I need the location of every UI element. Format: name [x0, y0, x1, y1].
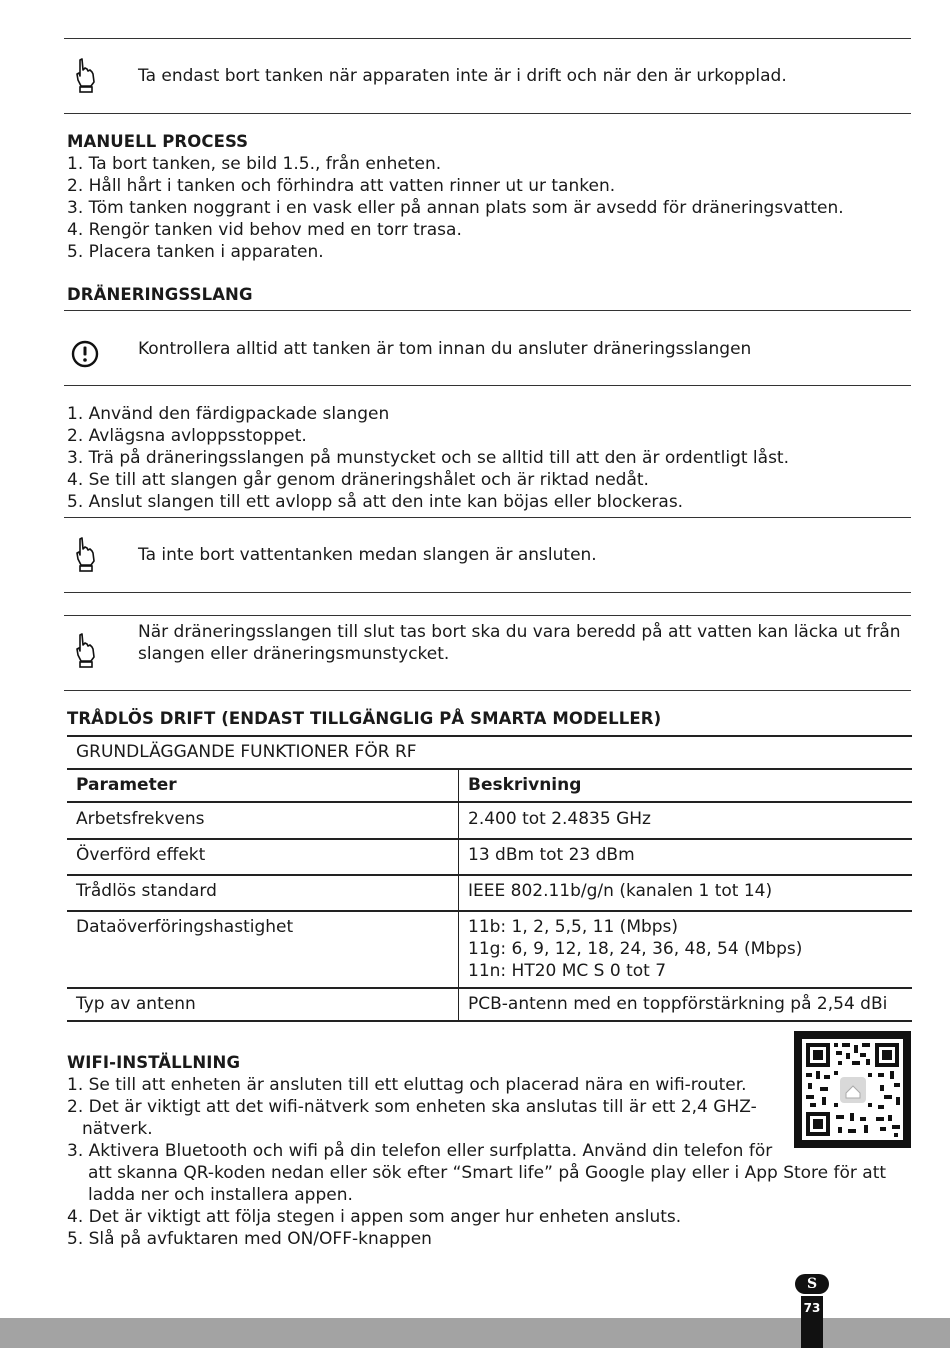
- column-header: Parameter: [67, 769, 459, 802]
- list-item: 2. Det är viktigt att det wifi-nätverk som enheten ska anslutas till är ett 2,4 GHZ-: [67, 1097, 757, 1117]
- list-item: 3. Töm tanken noggrant i en vask eller på annan plats som är avsedd för dräneringsvatten.: [67, 198, 844, 218]
- note-text: Ta inte bort vattentanken medan slangen är ansluten.: [138, 545, 597, 565]
- table-cell: Typ av antenn: [67, 988, 459, 1021]
- divider: [64, 113, 911, 114]
- table-cell: Trådlös standard: [67, 875, 459, 911]
- rf-spec-table: [67, 735, 912, 1022]
- table-cell: 13 dBm tot 23 dBm: [459, 839, 913, 875]
- list-item: 1. Ta bort tanken, se bild 1.5., från enheten.: [67, 154, 442, 174]
- list-item: 5. Slå på avfuktaren med ON/OFF-knappen: [67, 1229, 432, 1249]
- note-text: Ta endast bort tanken när apparaten inte är i drift och när den är urkopplad.: [138, 66, 787, 86]
- warning-circle-icon: [70, 334, 100, 374]
- table-cell: 2.400 tot 2.4835 GHz: [459, 802, 913, 839]
- table-row: [67, 875, 912, 911]
- warning-text: Kontrollera alltid att tanken är tom innan du ansluter dräneringsslangen: [138, 339, 752, 359]
- section-heading: DRÄNERINGSSLANG: [67, 285, 253, 304]
- list-item: nätverk.: [82, 1119, 153, 1139]
- divider: [64, 592, 911, 593]
- table-cell: Arbetsfrekvens: [67, 802, 459, 839]
- divider: [64, 38, 911, 39]
- column-header: Beskrivning: [459, 769, 913, 802]
- wifi-steps-list: [67, 1074, 897, 1250]
- cell-line: 11n: HT20 MC S 0 tot 7: [468, 961, 667, 981]
- divider: [64, 517, 911, 518]
- pointing-hand-icon: [70, 56, 100, 96]
- table-row: [67, 802, 912, 839]
- page-number: 73: [803, 1301, 821, 1315]
- list-item: 3. Aktivera Bluetooth och wifi på din telefon eller surfplatta. Använd din telefon för: [67, 1141, 773, 1161]
- pointing-hand-icon: [70, 535, 100, 575]
- table-row: [67, 839, 912, 875]
- manual-steps-list: [67, 153, 844, 263]
- pointing-hand-icon: [70, 631, 100, 671]
- cell-line: 11g: 6, 9, 12, 18, 24, 36, 48, 54 (Mbps): [468, 939, 803, 959]
- list-item: ladda ner och installera appen.: [88, 1185, 353, 1205]
- list-item: 5. Anslut slangen till ett avlopp så att den inte kan böjas eller blockeras.: [67, 492, 684, 512]
- table-cell: PCB-antenn med en toppförstärkning på 2,54 dBi: [459, 988, 913, 1021]
- table-cell: Dataöverföringshastighet: [67, 911, 459, 988]
- list-item: 4. Rengör tanken vid behov med en torr trasa.: [67, 220, 462, 240]
- list-item: 2. Avlägsna avloppsstoppet.: [67, 426, 307, 446]
- list-item: att skanna QR-koden nedan eller sök efter “Smart life” på Google play eller i App Store för att: [88, 1163, 887, 1183]
- table-cell: IEEE 802.11b/g/n (kanalen 1 tot 14): [459, 875, 913, 911]
- divider: [64, 690, 911, 691]
- divider: [64, 615, 911, 616]
- list-item: 3. Trä på dräneringsslangen på munstycket och se alltid till att den är ordentligt låst.: [67, 448, 789, 468]
- list-item: 2. Håll hårt i tanken och förhindra att vatten rinner ut ur tanken.: [67, 176, 616, 196]
- section-heading: WIFI-INSTÄLLNING: [67, 1053, 241, 1072]
- table-title: GRUNDLÄGGANDE FUNKTIONER FÖR RF: [67, 736, 912, 769]
- section-heading: TRÅDLÖS DRIFT (ENDAST TILLGÄNGLIG PÅ SMARTA MODELLER): [67, 709, 662, 728]
- section-heading: MANUELL PROCESS: [67, 132, 249, 151]
- table-row: [67, 911, 912, 988]
- divider: [64, 385, 911, 386]
- list-item: 1. Se till att enheten är ansluten till ett eluttag och placerad nära en wifi-router.: [67, 1075, 747, 1095]
- table-cell: [459, 911, 913, 988]
- cell-line: 11b: 1, 2, 5,5, 11 (Mbps): [468, 917, 679, 937]
- list-item: 4. Se till att slangen går genom dräneringshålet och är riktad nedåt.: [67, 470, 649, 490]
- drain-steps-list: [67, 403, 789, 513]
- divider: [64, 310, 911, 311]
- language-badge: S: [795, 1274, 829, 1294]
- list-item: 5. Placera tanken i apparaten.: [67, 242, 324, 262]
- list-item: 4. Det är viktigt att följa stegen i appen som anger hur enheten ansluts.: [67, 1207, 682, 1227]
- list-item: 1. Använd den färdigpackade slangen: [67, 404, 390, 424]
- table-row: [67, 988, 912, 1021]
- note-text: När dräneringsslangen till slut tas bort ska du vara beredd på att vatten kan läcka ut från slangen eller dräneringsmunstycket.: [138, 622, 901, 664]
- table-cell: Överförd effekt: [67, 839, 459, 875]
